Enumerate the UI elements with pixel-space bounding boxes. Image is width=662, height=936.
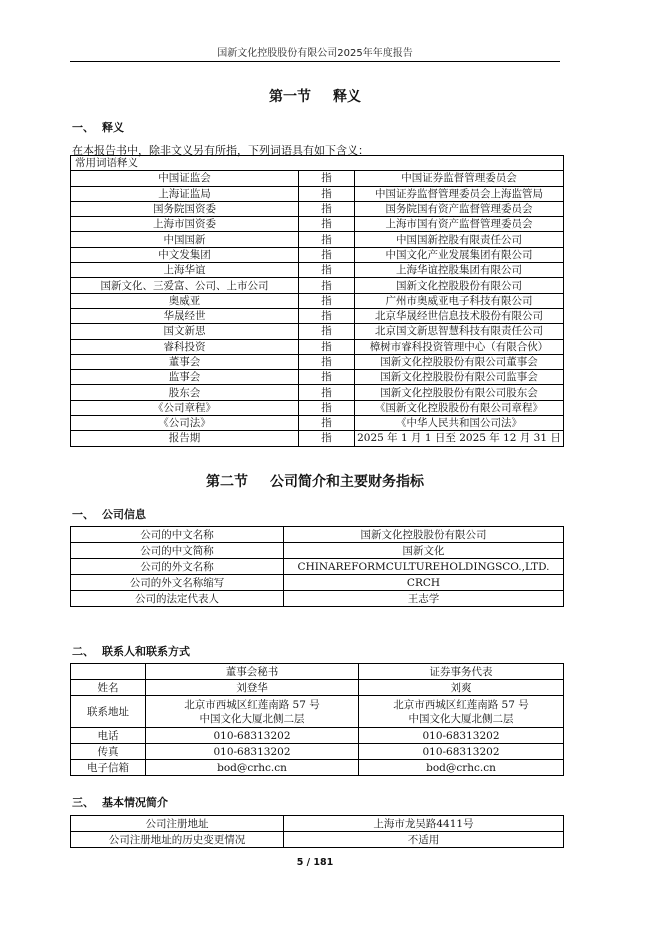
definition-meaning: 2025 年 1 月 1 日至 2025 年 12 月 31 日 bbox=[355, 431, 564, 446]
row-label: 公司注册地址 bbox=[71, 816, 284, 832]
contact-subheading bbox=[72, 643, 190, 659]
row-label: 公司的法定代表人 bbox=[71, 591, 284, 607]
definition-refers: 指 bbox=[299, 293, 355, 308]
definition-term: 华晟经世 bbox=[71, 308, 299, 323]
basic-info-table bbox=[70, 815, 564, 848]
section1-subheading bbox=[72, 119, 124, 135]
row-label: 公司注册地址的历史变更情况 bbox=[71, 832, 284, 848]
contact-col-secretary: 董事会秘书 bbox=[146, 664, 359, 680]
definition-meaning: 中国文化产业发展集团有限公司 bbox=[355, 247, 564, 262]
table-row bbox=[71, 559, 564, 575]
address-line: 北京市西城区红莲南路 57 号 bbox=[184, 698, 320, 711]
cell-value: 010-68313202 bbox=[359, 728, 564, 744]
table-row bbox=[71, 217, 564, 232]
definition-refers: 指 bbox=[299, 416, 355, 431]
table-row bbox=[71, 370, 564, 385]
table-row bbox=[71, 591, 564, 607]
section2-number: 第二节 bbox=[206, 474, 248, 490]
definition-term: 中国国新 bbox=[71, 232, 299, 247]
cell-value: 010-68313202 bbox=[359, 744, 564, 760]
table-header-row bbox=[71, 156, 564, 171]
row-label: 公司的外文名称 bbox=[71, 559, 284, 575]
contact-col-representative: 证券事务代表 bbox=[359, 664, 564, 680]
table-row bbox=[71, 816, 564, 832]
definition-term: 国文新思 bbox=[71, 324, 299, 339]
definition-term: 《公司法》 bbox=[71, 416, 299, 431]
definition-meaning: 国新文化控股股份有限公司董事会 bbox=[355, 354, 564, 369]
section1-name: 释义 bbox=[333, 89, 361, 105]
definition-term: 中文发集团 bbox=[71, 247, 299, 262]
definition-term: 奥威亚 bbox=[71, 293, 299, 308]
table-row bbox=[71, 308, 564, 323]
definition-refers: 指 bbox=[299, 324, 355, 339]
definition-refers: 指 bbox=[299, 339, 355, 354]
definition-refers: 指 bbox=[299, 400, 355, 415]
definition-meaning: 上海华谊控股集团有限公司 bbox=[355, 263, 564, 278]
definition-term: 上海华谊 bbox=[71, 263, 299, 278]
cell-value: CRCH bbox=[284, 575, 564, 591]
cell-value: 国新文化控股股份有限公司 bbox=[284, 527, 564, 543]
definition-refers: 指 bbox=[299, 308, 355, 323]
definition-term: 董事会 bbox=[71, 354, 299, 369]
table-row bbox=[71, 527, 564, 543]
contact-table bbox=[70, 663, 564, 776]
row-label: 电话 bbox=[71, 728, 146, 744]
cell-value bbox=[146, 696, 359, 728]
cell-value: CHINAREFORMCULTUREHOLDINGSCO.,LTD. bbox=[284, 559, 564, 575]
subheading-number: 一、 bbox=[72, 121, 94, 134]
section2-title bbox=[70, 471, 560, 491]
table-row bbox=[71, 543, 564, 559]
subheading-number: 三、 bbox=[72, 796, 94, 809]
row-label: 公司的中文简称 bbox=[71, 543, 284, 559]
subheading-number: 二、 bbox=[72, 645, 94, 658]
company-info-subheading bbox=[72, 506, 146, 522]
section1-number: 第一节 bbox=[269, 89, 311, 105]
definition-term: 《公司章程》 bbox=[71, 400, 299, 415]
subheading-label: 联系人和联系方式 bbox=[102, 645, 190, 658]
definition-meaning: 北京华晟经世信息技术股份有限公司 bbox=[355, 308, 564, 323]
cell-value: 刘登华 bbox=[146, 680, 359, 696]
definition-refers: 指 bbox=[299, 247, 355, 262]
definition-meaning: 上海市国有资产监督管理委员会 bbox=[355, 217, 564, 232]
definition-refers: 指 bbox=[299, 217, 355, 232]
cell-value bbox=[359, 696, 564, 728]
table-row bbox=[71, 324, 564, 339]
definition-meaning: 樟树市睿科投资管理中心（有限合伙） bbox=[355, 339, 564, 354]
section1-title bbox=[70, 86, 560, 106]
table-row bbox=[71, 339, 564, 354]
table-row bbox=[71, 263, 564, 278]
definition-refers: 指 bbox=[299, 354, 355, 369]
company-info-table bbox=[70, 526, 564, 607]
running-header: 国新文化控股股份有限公司2025年年度报告 bbox=[217, 48, 413, 59]
table-row bbox=[71, 664, 564, 680]
definition-meaning: 中国国新控股有限责任公司 bbox=[355, 232, 564, 247]
subheading-number: 一、 bbox=[72, 508, 94, 521]
definitions-table-header: 常用词语释义 bbox=[71, 156, 564, 171]
definition-refers: 指 bbox=[299, 186, 355, 201]
cell-value: bod@crhc.cn bbox=[146, 760, 359, 776]
definition-meaning: 《国新文化控股股份有限公司章程》 bbox=[355, 400, 564, 415]
definitions-table bbox=[70, 155, 564, 447]
row-label: 传真 bbox=[71, 744, 146, 760]
table-row bbox=[71, 680, 564, 696]
table-row bbox=[71, 728, 564, 744]
definition-term: 睿科投资 bbox=[71, 339, 299, 354]
definition-term: 股东会 bbox=[71, 385, 299, 400]
definition-refers: 指 bbox=[299, 385, 355, 400]
subheading-label: 释义 bbox=[102, 121, 124, 134]
definition-refers: 指 bbox=[299, 171, 355, 186]
cell-value: 上海市龙吴路4411号 bbox=[284, 816, 564, 832]
table-row bbox=[71, 278, 564, 293]
table-row bbox=[71, 575, 564, 591]
subheading-label: 公司信息 bbox=[102, 508, 146, 521]
table-row bbox=[71, 247, 564, 262]
address-line: 北京市西城区红莲南路 57 号 bbox=[393, 698, 529, 711]
table-row bbox=[71, 760, 564, 776]
definition-refers: 指 bbox=[299, 431, 355, 446]
page-number: 5 / 181 bbox=[296, 857, 334, 868]
definition-refers: 指 bbox=[299, 278, 355, 293]
row-label: 公司的中文名称 bbox=[71, 527, 284, 543]
address-line: 中国文化大厦北侧二层 bbox=[408, 712, 514, 725]
section2-name: 公司简介和主要财务指标 bbox=[270, 474, 424, 490]
definition-term: 报告期 bbox=[71, 431, 299, 446]
definition-term: 中国证监会 bbox=[71, 171, 299, 186]
definition-term: 上海市国资委 bbox=[71, 217, 299, 232]
definition-meaning: 国务院国有资产监督管理委员会 bbox=[355, 201, 564, 216]
row-label: 姓名 bbox=[71, 680, 146, 696]
row-label: 电子信箱 bbox=[71, 760, 146, 776]
definition-term: 国务院国资委 bbox=[71, 201, 299, 216]
definition-refers: 指 bbox=[299, 201, 355, 216]
definition-term: 国新文化、三爱富、公司、上市公司 bbox=[71, 278, 299, 293]
definition-meaning: 中国证券监督管理委员会上海监管局 bbox=[355, 186, 564, 201]
table-row bbox=[71, 201, 564, 216]
cell-value: 不适用 bbox=[284, 832, 564, 848]
table-row bbox=[71, 385, 564, 400]
definition-refers: 指 bbox=[299, 370, 355, 385]
cell-value: 010-68313202 bbox=[146, 744, 359, 760]
table-row bbox=[71, 416, 564, 431]
table-row bbox=[71, 186, 564, 201]
cell-value: 010-68313202 bbox=[146, 728, 359, 744]
basic-info-subheading bbox=[72, 794, 168, 810]
definition-refers: 指 bbox=[299, 263, 355, 278]
table-row bbox=[71, 431, 564, 446]
table-row bbox=[71, 293, 564, 308]
definition-meaning: 《中华人民共和国公司法》 bbox=[355, 416, 564, 431]
table-row bbox=[71, 232, 564, 247]
table-row bbox=[71, 744, 564, 760]
definition-meaning: 北京国文新思智慧科技有限责任公司 bbox=[355, 324, 564, 339]
cell-value: 国新文化 bbox=[284, 543, 564, 559]
cell-value: 刘爽 bbox=[359, 680, 564, 696]
row-label: 公司的外文名称缩写 bbox=[71, 575, 284, 591]
definition-meaning: 广州市奥威亚电子科技有限公司 bbox=[355, 293, 564, 308]
definition-meaning: 国新文化控股股份有限公司 bbox=[355, 278, 564, 293]
definition-refers: 指 bbox=[299, 232, 355, 247]
table-row bbox=[71, 832, 564, 848]
definitions-intro: 在本报告书中，除非文义另有所指，下列词语具有如下含义： bbox=[72, 144, 369, 157]
header-rule bbox=[70, 61, 560, 62]
table-row bbox=[71, 696, 564, 728]
subheading-label: 基本情况简介 bbox=[102, 796, 168, 809]
table-row bbox=[71, 171, 564, 186]
blank-cell bbox=[71, 664, 146, 680]
definition-term: 上海证监局 bbox=[71, 186, 299, 201]
definition-meaning: 中国证券监督管理委员会 bbox=[355, 171, 564, 186]
table-row bbox=[71, 354, 564, 369]
cell-value: bod@crhc.cn bbox=[359, 760, 564, 776]
row-label: 联系地址 bbox=[71, 696, 146, 728]
cell-value: 王志学 bbox=[284, 591, 564, 607]
table-row bbox=[71, 400, 564, 415]
definition-meaning: 国新文化控股股份有限公司股东会 bbox=[355, 385, 564, 400]
definition-meaning: 国新文化控股股份有限公司监事会 bbox=[355, 370, 564, 385]
address-line: 中国文化大厦北侧二层 bbox=[199, 712, 305, 725]
definition-term: 监事会 bbox=[71, 370, 299, 385]
